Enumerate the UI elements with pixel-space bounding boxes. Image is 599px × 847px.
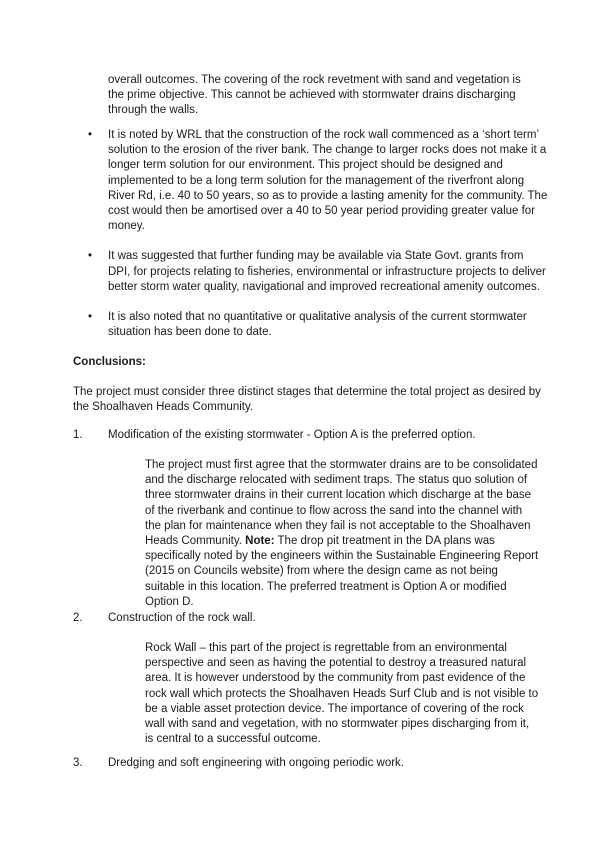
bullet-icon: •	[88, 250, 93, 263]
bullet-text: It is noted by WRL that the construction of the rock wall commenced as a ‘short term’ solution to the erosion of the river bank. The change to larger rocks does not make it a longer term solution for our environment. This project should be designed and implemented to be a long term solution for the management of the riverfront along River Rd, i.e. 40 to 50 years, so as to provide a lasting amenity for the community. The cost would then be amortised over a 40 to 50 year period providing greater value for money.	[108, 129, 548, 233]
item-number: 3.	[73, 757, 83, 769]
item-title: Dredging and soft engineering with ongoing periodic work.	[108, 757, 404, 769]
conclusions-intro: The project must consider three distinct stages that determine the total project as desired by the Shoalhaven Heads Community.	[73, 386, 541, 414]
item-1-body-note-text: The drop pit treatment in the DA plans was specifically noted by the engineers within the Sustainable Engineering Report (2015 on Councils website) from where the design came as not being suitable in this location. The preferred treatment is Option A or modified Option D.	[145, 535, 539, 608]
bullet-item	[88, 310, 548, 340]
bullet-text: It was suggested that further funding may be available via State Govt. grants from DPI, for projects relating to fisheries, environmental or infrastructure projects to deliver better storm water quality, navigational and improved recreational amenity outcomes.	[108, 250, 546, 293]
bullet-list	[88, 128, 548, 355]
bullet-icon: •	[88, 311, 93, 324]
item-title: Modification of the existing stormwater - Option A is the preferred option.	[108, 429, 476, 441]
bullet-icon: •	[88, 129, 93, 141]
item-title: Construction of the rock wall.	[108, 612, 256, 624]
note-label: Note:	[245, 535, 275, 548]
bullet-text: It is also noted that no quantitative or qualitative analysis of the current stormwater situation has been done to date.	[108, 311, 527, 339]
item-number: 1.	[73, 429, 83, 441]
item-2-body: Rock Wall – this part of the project is regrettable from an environmental perspective and seen as having the potential to destroy a treasured natural area. It is however understood by the community from past evidence of the rock wall which protects the Shoalhaven Heads Surf Club and is not visible to be a viable asset protection device. The importance of covering of the rock wall with sand and vegetation, with no stormwater pipes discharging from it, is central to a successful outcome.	[145, 642, 539, 746]
continuation-paragraph: overall outcomes. The covering of the rock revetment with sand and vegetation is the prime objective. This cannot be achieved with stormwater drains discharging through the walls.	[108, 74, 521, 117]
conclusions-heading: Conclusions:	[73, 356, 146, 368]
item-1-body	[145, 458, 540, 610]
bullet-item	[88, 128, 548, 234]
bullet-item	[88, 249, 548, 295]
item-number: 2.	[73, 612, 83, 624]
item-1-body-text: The project must first agree that the stormwater drains are to be consolidated and the discharge relocated with sediment traps. The status quo solution of three stormwater drains in their current location which discharge at the base of the riverbank and continue to flow across the sand into the channel with the plan for maintenance when they fail is not acceptable to the Shoalhaven Heads Community.	[145, 459, 538, 548]
